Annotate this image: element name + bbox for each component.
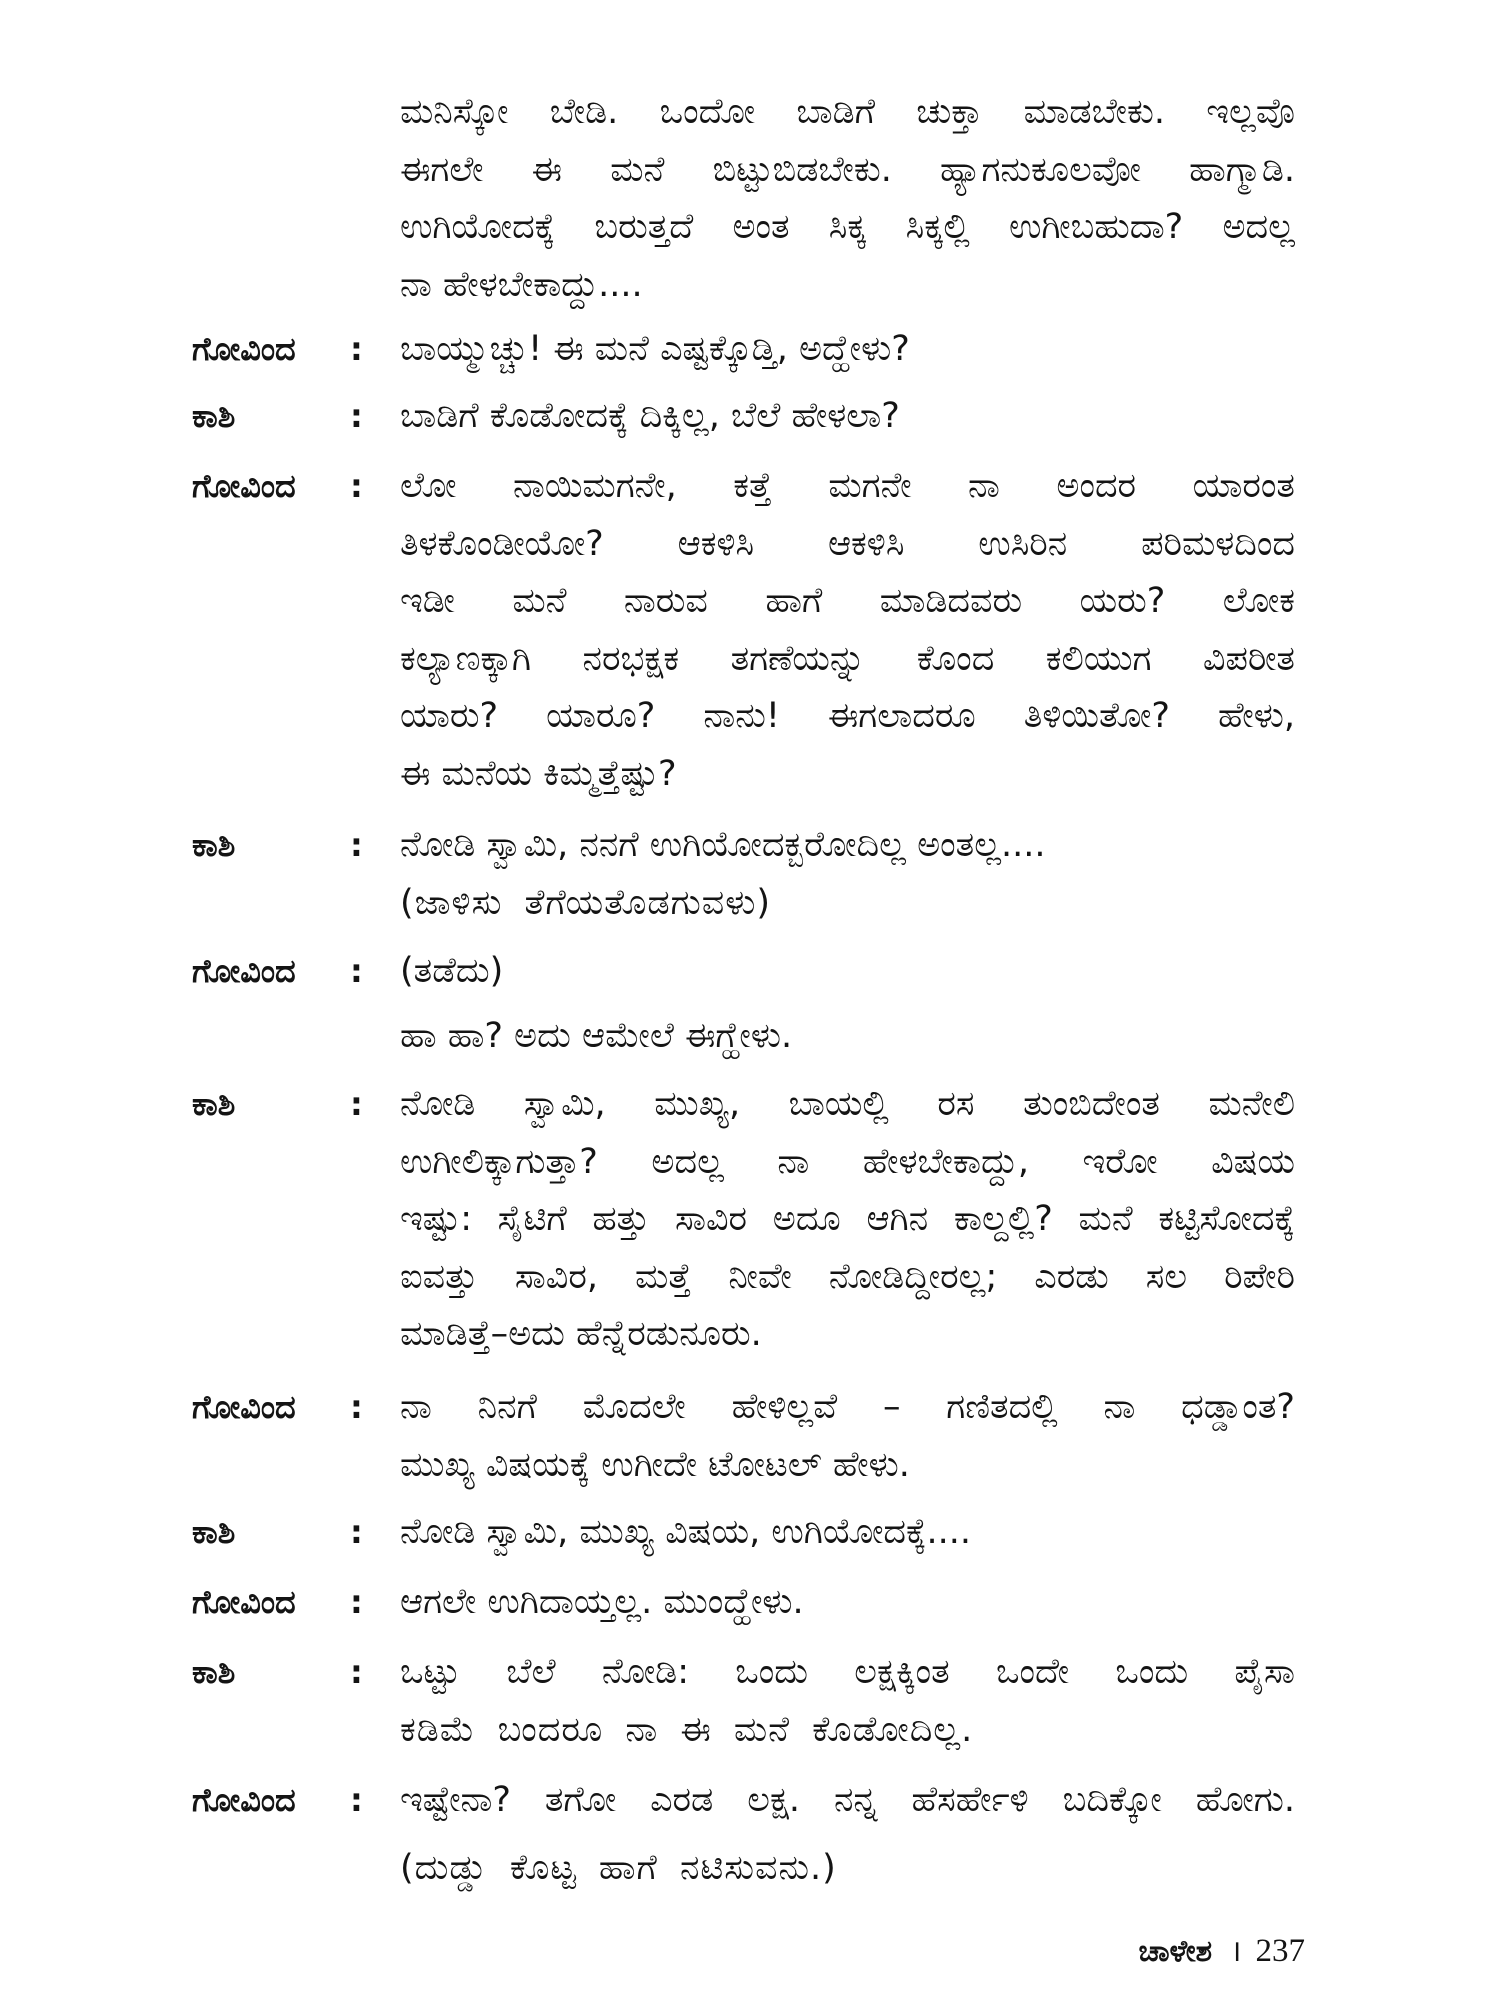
speaker-name: ಕಾಶಿ (192, 1085, 236, 1123)
speaker-colon: : (350, 1781, 363, 1819)
speaker-colon: : (350, 952, 363, 990)
dialogue-text (400, 817, 1295, 932)
page-number: 237 (1255, 1933, 1305, 1969)
stage-direction: (ದುಡ್ಡು ಕೊಟ್ಟ ಹಾಗೆ ನಟಿಸುವನು.) (400, 1847, 837, 1888)
stage-direction: (ತಡೆದು) (400, 951, 504, 991)
dialogue-text (400, 321, 1295, 379)
speaker-colon: : (350, 467, 363, 505)
stage-direction: (ಜಾಳಿಸು ತೆಗೆಯತೊಡಗುವಳು) (400, 882, 771, 923)
speaker-name: ಗೋವಿಂದ (192, 330, 296, 368)
dialogue-line: ಹಾ ಹಾ? ಅದು ಆಮೇಲೆ ಈಗ್ಹೇಳು. (400, 1015, 793, 1056)
speaker-name: ಗೋವಿಂದ (192, 1781, 296, 1819)
dialogue-text (400, 1379, 1295, 1494)
speaker-name: ಕಾಶಿ (192, 397, 236, 435)
dialogue-line: ಕಡಿಮೆ ಬಂದರೂ ನಾ ಈ ಮನೆ ಕೊಡೋದಿಲ್ಲ. (400, 1709, 974, 1750)
dialogue-line: ಮನಿಸ್ಕೋ ಬೇಡಿ. ಒಂದೋ ಬಾಡಿಗೆ ಚುಕ್ತಾ ಮಾಡಬೇಕು. ಇಲ್ಲವೊ (400, 92, 1295, 132)
dialogue-line: ಇಷ್ಟು: ಸೈಟಿಗೆ ಹತ್ತು ಸಾವಿರ ಅದೂ ಆಗಿನ ಕಾಲ್ದಲ್ಲಿ? ಮನೆ ಕಟ್ಟಿಸೋದಕ್ಕೆ (400, 1199, 1295, 1239)
dialogue-line: ಯಾರು? ಯಾರೂ? ನಾನು! ಈಗಲಾದರೂ ತಿಳಿಯಿತೋ? ಹೇಳು, (400, 696, 1295, 736)
dialogue-text (400, 388, 1295, 446)
dialogue-text (400, 1772, 1295, 1897)
dialogue-line: ಲೋ ನಾಯಿಮಗನೇ, ಕತ್ತೆ ಮಗನೇ ನಾ ಅಂದರ ಯಾರಂತ (400, 466, 1295, 506)
dialogue-line: ನಾ ನಿನಗೆ ಮೊದಲೇ ಹೇಳಿಲ್ಲವೆ – ಗಣಿತದಲ್ಲಿ ನಾ ಧಡ್ಡಾಂತ? (400, 1387, 1295, 1427)
dialogue-line: ಮಾಡಿತ್ತೆ–ಅದು ಹೆನ್ನೆರಡುನೂರು. (400, 1314, 762, 1354)
dialogue-line: ಬಾಯ್ಮುಚ್ಚು! ಈ ಮನೆ ಎಷ್ಟಕ್ಕೊಡ್ತಿ, ಅದ್ಹೇಳು? (400, 329, 910, 369)
speaker-colon: : (350, 330, 363, 368)
dialogue-line: ಈ ಮನೆಯ ಕಿಮ್ಮತ್ತೆಷ್ಟು? (400, 753, 677, 794)
running-title: ಚಾಳೇಶ (1138, 1934, 1213, 1969)
speaker-name: ಕಾಶಿ (192, 1653, 236, 1691)
page-footer (1138, 1928, 1305, 1974)
dialogue-text (400, 84, 1295, 314)
dialogue-text (400, 1076, 1295, 1364)
dialogue-line: ಐವತ್ತು ಸಾವಿರ, ಮತ್ತೆ ನೀವೇ ನೋಡಿದ್ದೀರಲ್ಲ; ಎರಡು ಸಲ ರಿಪೇರಿ (400, 1256, 1295, 1297)
speaker-name: ಗೋವಿಂದ (192, 1388, 296, 1426)
speaker-colon: : (350, 1653, 363, 1691)
dialogue-line: ಮುಖ್ಯ ವಿಷಯಕ್ಕೆ ಉಗೀದೇ ಟೋಟಲ್ ಹೇಳು. (400, 1444, 910, 1485)
speaker-name: ಗೋವಿಂದ (192, 1583, 296, 1621)
dialogue-line: ಕಲ್ಯಾಣಕ್ಕಾಗಿ ನರಭಕ್ಷಕ ತಗಣೆಯನ್ನು ಕೊಂದ ಕಲಿಯುಗ ವಿಪರೀತ (400, 638, 1295, 679)
speaker-name: ಕಾಶಿ (192, 1513, 236, 1551)
dialogue-text (400, 1504, 1295, 1562)
dialogue-line: ನೋಡಿ ಸ್ವಾಮಿ, ಮುಖ್ಯ, ಬಾಯಲ್ಲಿ ರಸ ತುಂಬಿದೇಂತ ಮನೇಲಿ (400, 1084, 1295, 1124)
speaker-colon: : (350, 1513, 363, 1551)
speaker-name: ಗೋವಿಂದ (192, 467, 296, 505)
dialogue-line: ನೋಡಿ ಸ್ವಾಮಿ, ಮುಖ್ಯ ವಿಷಯ, ಉಗಿಯೋದಕ್ಕೆ.... (400, 1512, 971, 1552)
dialogue-line: ಇಷ್ಟೇನಾ? ತಗೋ ಎರಡ ಲಕ್ಷ. ನನ್ನ ಹೆಸರ್ಹೇಳಿ ಬದಿಕ್ಕೋ ಹೋಗು. (400, 1780, 1295, 1820)
speaker-name: ಕಾಶಿ (192, 826, 236, 864)
dialogue-line: ನಾ ಹೇಳಬೇಕಾದ್ದು.... (400, 264, 643, 305)
dialogue-line: ಉಗೀಲಿಕ್ಕಾಗುತ್ತಾ? ಅದಲ್ಲ ನಾ ಹೇಳಬೇಕಾದ್ದು, ಇರೋ ವಿಷಯ (400, 1141, 1295, 1182)
dialogue-text (400, 458, 1295, 803)
speaker-colon: : (350, 1388, 363, 1426)
dialogue-text (400, 1644, 1295, 1759)
footer-separator: । (1230, 1934, 1242, 1969)
dialogue-line: ಒಟ್ಟು ಬೆಲೆ ನೋಡಿ: ಒಂದು ಲಕ್ಷಕ್ಕಿಂತ ಒಂದೇ ಒಂದು ಪೈಸಾ (400, 1652, 1295, 1692)
dialogue-line: ಆಗಲೇ ಉಗಿದಾಯ್ತಲ್ಲ. ಮುಂದ್ಹೇಳು. (400, 1582, 804, 1622)
dialogue-line: ಬಾಡಿಗೆ ಕೊಡೋದಕ್ಕೆ ದಿಕ್ಕಿಲ್ಲ, ಬೆಲೆ ಹೇಳಲಾ? (400, 396, 900, 436)
dialogue-line: ಇಡೀ ಮನೆ ನಾರುವ ಹಾಗೆ ಮಾಡಿದವರು ಯರು? ಲೋಕ (400, 581, 1295, 621)
speaker-colon: : (350, 826, 363, 864)
speaker-colon: : (350, 1583, 363, 1621)
speaker-colon: : (350, 397, 363, 435)
dialogue-line: ಉಗಿಯೋದಕ್ಕೆ ಬರುತ್ತದೆ ಅಂತ ಸಿಕ್ಕ ಸಿಕ್ಕಲ್ಲಿ ಉಗೀಬಹುದಾ? ಅದಲ್ಲ (400, 207, 1295, 247)
dialogue-line: ಈಗಲೇ ಈ ಮನೆ ಬಿಟ್ಟುಬಿಡಬೇಕು. ಹ್ಯಾಗನುಕೂಲವೋ ಹಾಗ್ಮಾಡಿ. (400, 149, 1295, 190)
dialogue-line: ತಿಳಕೊಂಡೀಯೋ? ಆಕಳಿಸಿ ಆಕಳಿಸಿ ಉಸಿರಿನ ಪರಿಮಳದಿಂದ (400, 523, 1295, 564)
dialogue-text (400, 943, 1295, 1065)
speaker-name: ಗೋವಿಂದ (192, 952, 296, 990)
dialogue-text (400, 1574, 1295, 1632)
dialogue-line: ನೋಡಿ ಸ್ವಾಮಿ, ನನಗೆ ಉಗಿಯೋದಕ್ಬರೋದಿಲ್ಲ ಅಂತಲ್ಲ.... (400, 825, 1046, 865)
speaker-colon: : (350, 1085, 363, 1123)
